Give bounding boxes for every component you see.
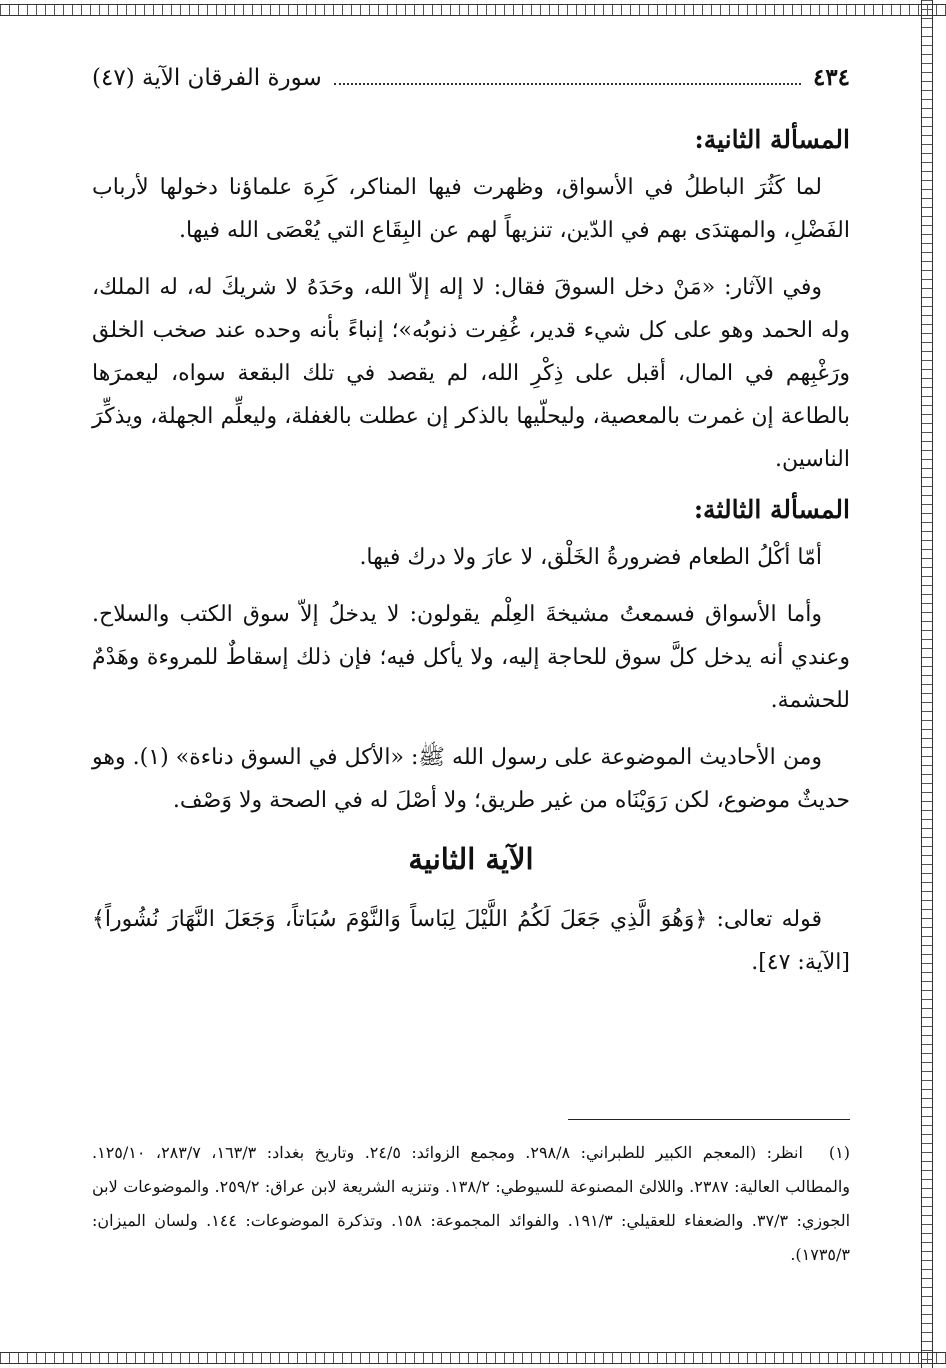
paragraph: ومن الأحاديث الموضوعة على رسول الله ﷺ: «الأكل في السوق دناءة» (١). وهو حديثٌ موضوع، لكن رَوَيْنَاه من غير طريق؛ ولا أصْلَ له في الصحة ولا وَصْف. <box>92 745 850 813</box>
decorative-border-bottom <box>0 1348 946 1368</box>
header-dot-leader <box>334 71 801 85</box>
surah-title: سورة الفرقان الآية (٤٧) <box>92 64 322 91</box>
running-header <box>92 64 850 91</box>
verse-paragraph: قوله تعالى: ﴿وَهُوَ الَّذِي جَعَلَ لَكُمُ اللَّيْلَ لِبَاساً وَالنَّوْمَ سُبَاتاً، وَجَعَلَ النَّهَارَ نُشُوراً﴾ [الآية: ٤٧]. <box>92 907 850 975</box>
footnote-text: انظر: (المعجم الكبير للطبراني: ٢٩٨/٨. ومجمع الزوائد: ٢٤/٥. وتاريخ بغداد: ١٦٣/٣، ٢٨٣/٧، ١٢٥/١٠. والمطالب العالية: ٢٣٨٧. واللالئ المصنوعة للسيوطي: ١٣٨/٢. وتنزيه الشريعة لابن عراق: ٢٥٩/٢. والموضوعات لابن الجوزي: ٣٧/٣. والضعفاء للعقيلي: ١٩١/٣. والفوائد المجموعة: ١٥٨. وتذكرة الموضوعات: ١٤٤. ولسان الميزان: ١٧٣٥/٣). <box>92 1143 851 1264</box>
footnote <box>92 1136 850 1272</box>
page-content <box>92 64 850 998</box>
section-title-third-issue: المسألة الثالثة: <box>693 495 850 524</box>
paragraph: وفي الآثار: «مَنْ دخل السوقَ فقال: لا إله إلاّ الله، وحَدَهُ لا شريكَ له، له الملك، وله الحمد وهو على كل شيء قدير، غُفِرت ذنوبُه»؛ إنباءً بأنه وحده عند صخب الخلق ورَغْبِهم في المال، أقبل على ذِكْرِ الله، لم يقصد في تلك البقعة سواه، ليعمرَها بالطاعة إن غمرت بالمعصية، وليحلّيها بالذكر إن عطلت بالغفلة، وليعلِّم الجهلة، ويذكِّرَ الناسين. <box>92 275 850 472</box>
decorative-border-top <box>0 0 946 20</box>
section-title-second-issue: المسألة الثانية: <box>694 125 850 154</box>
paragraph: وأما الأسواق فسمعتُ مشيخةَ العِلْم يقولون: لا يدخلُ إلاّ سوق الكتب والسلاح. وعندي أنه يدخل كلَّ سوق للحاجة إليه، ولا يأكل فيه؛ فإن ذلك إسقاطٌ للمروءة وهَدْمٌ للحشمة. <box>92 602 850 713</box>
paragraph: لما كَثُرَ الباطلُ في الأسواق، وظهرت فيها المناكر، كَرِهَ علماؤنا دخولها لأرباب الفَضْلِ، والمهتدَى بهم في الدّين، تنزيهاً لهم عن البِقَاع التي يُعْصَى الله فيها. <box>92 175 850 243</box>
paragraph: أمّا أكْلُ الطعام فضرورةُ الخَلْق، لا عارَ ولا درك فيها. <box>359 545 822 570</box>
decorative-border-right <box>916 0 938 1368</box>
page-number: ٤٣٤ <box>812 64 850 91</box>
verse-heading: الآية الثانية <box>408 842 534 876</box>
footnote-separator <box>568 1119 850 1120</box>
footnote-number: (١) <box>828 1143 851 1162</box>
